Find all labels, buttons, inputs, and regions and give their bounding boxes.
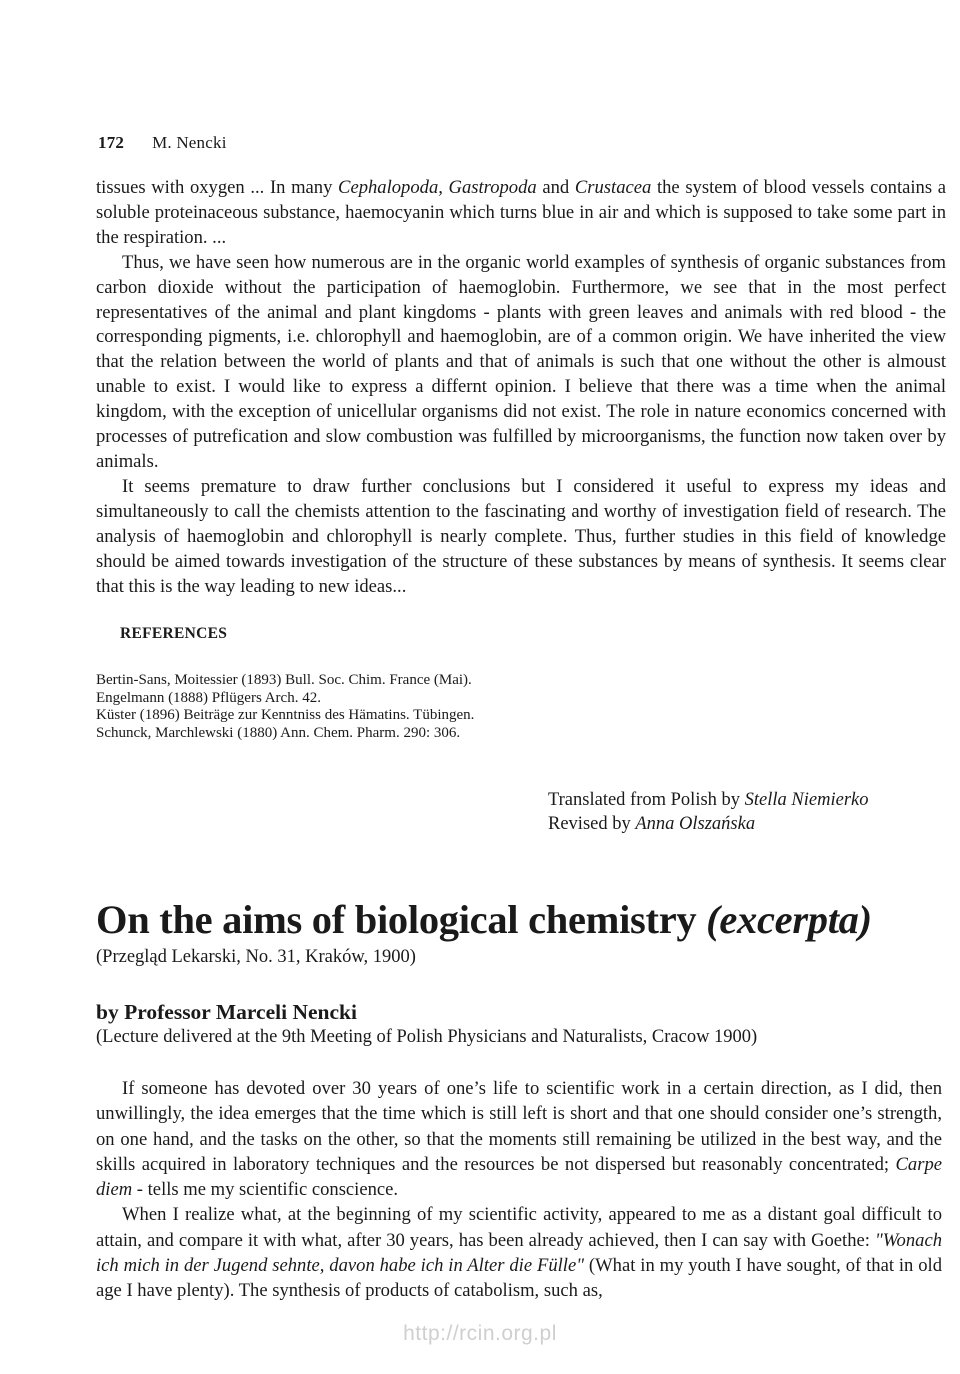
text-run: (What in my youth I have sought, of that in old age I have plenty). The synthesis of products of catabolism, such as, [96,1255,942,1302]
taxon-name: Cephalopoda, Gastropoda [338,177,537,198]
reference-item: Engelmann (1888) Pflügers Arch. 42. [96,689,321,706]
latin-phrase: Carpe diem [96,1153,942,1201]
article-title [96,896,872,944]
taxon-name: Crustacea [574,177,652,198]
translator-line [548,788,868,812]
references-heading: REFERENCES [120,625,228,642]
text-run: the system of blood vessels contains a soluble proteinaceous substance, haemocyanin which turns blue in air and which is supposed to take some part in the respiration. ... [96,177,946,248]
article-source: (Przegląd Lekarski, No. 31, Kraków, 1900) [96,947,416,967]
text-run: Translated from Polish by [548,790,745,810]
goethe-quote: "Wonach ich mich in der Jugend sehnte, davon habe ich in Alter die Fülle" [96,1229,942,1277]
page-number: 172 [98,133,125,152]
running-header [98,133,227,153]
continuation-text [96,176,946,599]
paragraph: Thus, we have seen how numerous are in the organic world examples of synthesis of organic substances from carbon dioxide without the participation of haemoglobin. Furthermore, we see that in the most perfect representatives of the animal and plant kingdoms - plants with green leaves and animals with red blood - the corresponding pigments, i.e. chlorophyll and haemoglobin, are of a common origin. We have inherited the view that the relation between the world of plants and that of animals is such that one without the other is almoust unable to exist. I would like to express a differnt opinion. I believe that there was a time when the animal kingdom, with the exception of unicellular organisms did not exist. The role in nature economics concerned with processes of putrefication and slow combustion was fulfilled by microorganisms, the function now taken over by animals. [96,251,946,472]
paragraph [96,1202,942,1303]
text-run: Revised by [548,814,636,834]
paragraph: It seems premature to draw further conclusions but I considered it useful to express my ideas and simultaneously to call the chemists attention to the fascinating and worthy of investigation field of research. The analysis of haemoglobin and chlorophyll is nearly complete. Thus, further studies in this field of knowledge should be aimed towards investigation of the structure of these substances by means of synthesis. It seems clear that this is the way leading to new ideas... [96,475,946,597]
title-italic: (excerpta) [706,897,872,942]
reviser-name: Anna Olszańska [635,814,756,834]
article-body [96,1076,942,1304]
text-run: On the aims of biological chemistry [96,897,707,942]
text-run: When I realize what, at the beginning of my scientific activity, appeared to me as a distant goal difficult to attain, and compare it with what, after 30 years, has been already achieved, then I can say with Goethe: [96,1204,942,1251]
lecture-note: (Lecture delivered at the 9th Meeting of Polish Physicians and Naturalists, Cracow 1900) [96,1027,758,1047]
paragraph [96,1076,942,1202]
reviser-line [548,812,868,836]
article-author: by Professor Marceli Nencki [96,1000,357,1024]
references-list [96,672,696,742]
text-run: - tells me my scientific conscience. [132,1179,399,1201]
text-run: tissues with oxygen ... In many [96,177,339,198]
reference-item: Bertin-Sans, Moitessier (1893) Bull. Soc. Chim. France (Mai). [96,672,472,688]
reference-item: Küster (1896) Beiträge zur Kenntniss des Hämatins. Tübingen. [96,707,475,723]
translation-credits [548,788,868,836]
reference-item: Schunck, Marchlewski (1880) Ann. Chem. Pharm. 290: 306. [96,724,461,741]
translator-name: Stella Niemierko [744,790,869,810]
text-run: and [536,177,575,198]
text-run: If someone has devoted over 30 years of one’s life to scientific work in a certain direction, as I did, then unwillingly, the idea emerges that the time which is still left is short and that one should consider one’s strength, on one hand, and the tasks on the other, so that the moments still remaining be utilized in the best way, and the skills acquired in laboratory techniques and the resources be not dispersed but reasonably concentrated; [96,1078,942,1175]
paragraph [96,176,946,251]
running-head: M. Nencki [152,133,227,152]
watermark-url: http://rcin.org.pl [403,1322,557,1345]
